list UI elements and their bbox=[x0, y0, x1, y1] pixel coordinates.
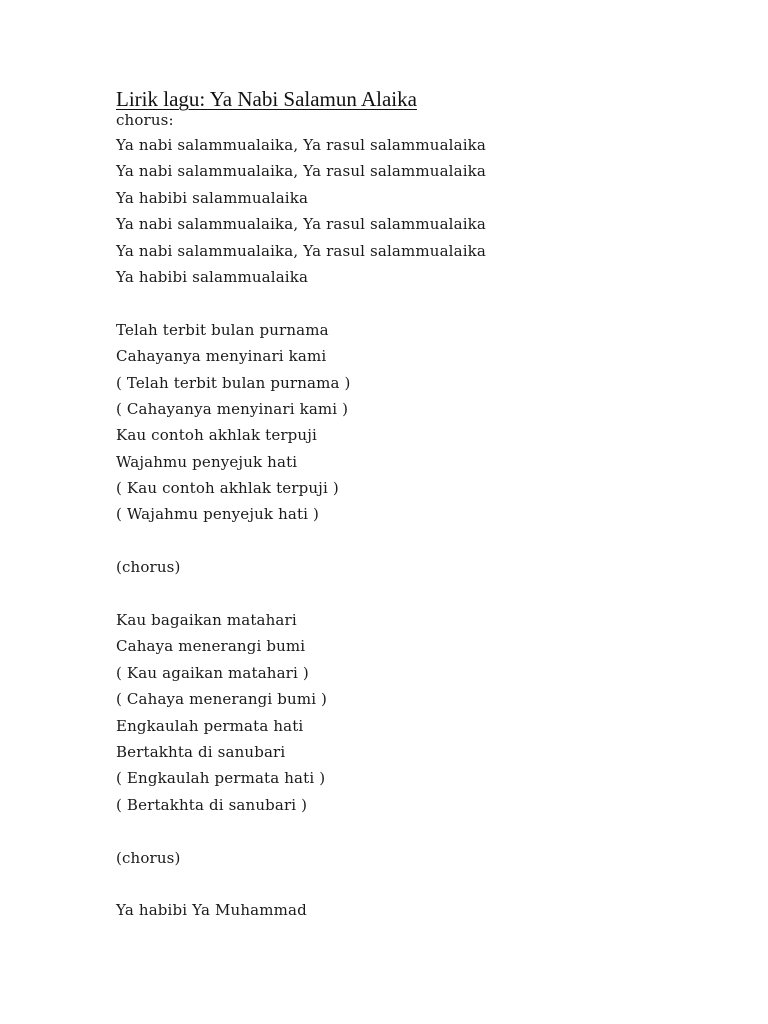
chorus-reference: (chorus) bbox=[116, 558, 181, 577]
lyric-line: ( Cahaya menerangi bumi ) bbox=[116, 690, 328, 709]
lyric-line: Cahayanya menyinari kami bbox=[116, 347, 327, 366]
verse-1 bbox=[116, 317, 716, 528]
lyric-line: Ya habibi salammualaika bbox=[116, 188, 309, 207]
lyric-line: ( Engkaulah permata hati ) bbox=[116, 769, 326, 788]
lyric-line: Ya nabi salammualaika, Ya rasul salammualaika bbox=[116, 136, 486, 154]
chorus-reference: (chorus) bbox=[116, 848, 181, 867]
blank-line bbox=[116, 818, 716, 844]
page-title: Lirik lagu: Ya Nabi Salamun Alaika bbox=[116, 87, 417, 111]
lyric-line: Ya nabi salammualaika, Ya rasul salammualaika bbox=[116, 215, 486, 234]
lyric-line: Wajahmu penyejuk hati bbox=[116, 452, 298, 471]
lyric-line: ( Telah terbit bulan purnama ) bbox=[116, 373, 351, 392]
lyric-line: ( Cahayanya menyinari kami ) bbox=[116, 399, 349, 418]
lyric-line: Ya nabi salammualaika, Ya rasul salammualaika bbox=[116, 241, 486, 260]
blank-line bbox=[116, 290, 716, 316]
chorus-label: chorus: bbox=[116, 111, 174, 129]
lyrics-body bbox=[116, 108, 716, 924]
lyric-line: ( Kau agaikan matahari ) bbox=[116, 663, 309, 682]
lyric-line: Engkaulah permata hati bbox=[116, 716, 304, 735]
blank-line bbox=[116, 528, 716, 554]
lyric-line: Ya habibi salammualaika bbox=[116, 267, 309, 286]
lyric-line: Kau contoh akhlak terpuji bbox=[116, 426, 317, 445]
lyric-line: Telah terbit bulan purnama bbox=[116, 320, 329, 339]
blank-line bbox=[116, 871, 716, 897]
verse-2 bbox=[116, 607, 716, 818]
lyric-line: Cahaya menerangi bumi bbox=[116, 637, 306, 656]
chorus-block bbox=[116, 132, 716, 290]
lyric-line: Kau bagaikan matahari bbox=[116, 611, 297, 630]
closing-line: Ya habibi Ya Muhammad bbox=[116, 901, 307, 920]
lyric-line: ( Kau contoh akhlak terpuji ) bbox=[116, 479, 339, 498]
blank-line bbox=[116, 581, 716, 607]
lyric-line: ( Bertakhta di sanubari ) bbox=[116, 795, 308, 814]
lyric-line: Bertakhta di sanubari bbox=[116, 742, 286, 761]
lyric-line: Ya nabi salammualaika, Ya rasul salammualaika bbox=[116, 162, 486, 181]
lyric-line: ( Wajahmu penyejuk hati ) bbox=[116, 505, 320, 524]
